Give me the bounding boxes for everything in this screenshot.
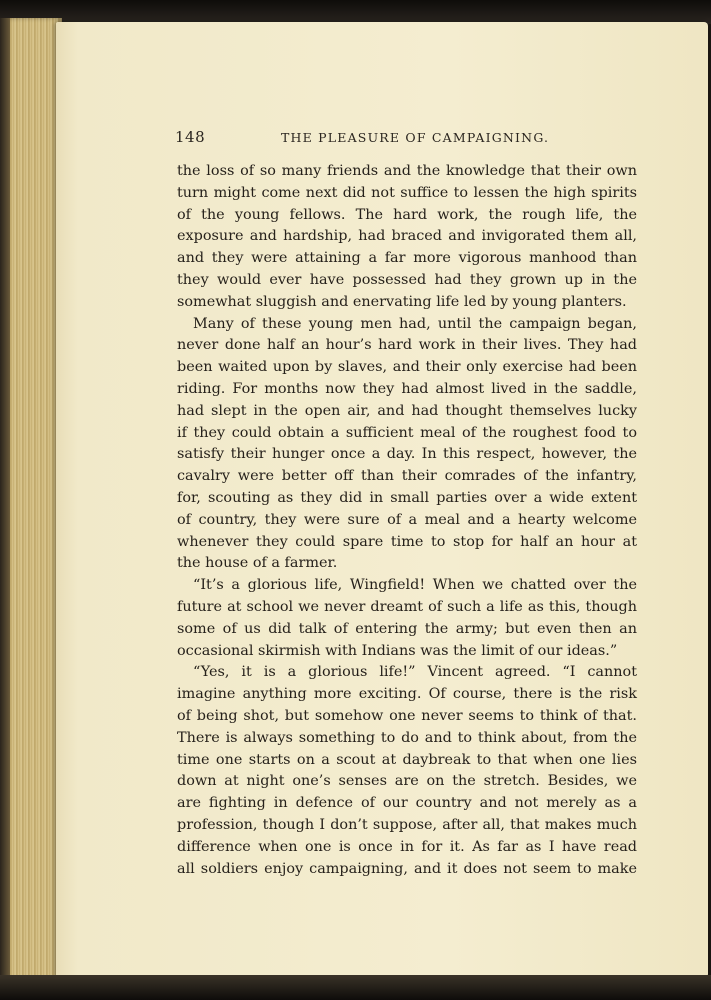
text-line: somewhat sluggish and enervating life led by young planters. — [177, 293, 627, 310]
text-line: if they could obtain a sufficient meal of the roughest food to — [177, 424, 637, 441]
text-line: for, scouting as they did in small parties over a wide extent — [177, 489, 637, 506]
text-line: Many of these young men had, until the campaign began, — [193, 315, 637, 332]
text-line: difference when one is once in for it. As far as I have read — [177, 838, 637, 855]
text-line: time one starts on a scout at daybreak to that when one lies — [177, 751, 637, 768]
text-line: never done half an hour’s hard work in their lives. They had — [177, 337, 637, 354]
text-line: occasional skirmish with Indians was the limit of our ideas.” — [177, 642, 618, 659]
running-head: THE PLEASURE OF CAMPAIGNING. — [281, 130, 550, 145]
text-line: There is always something to do and to think about, from the — [177, 729, 637, 746]
text-line: and they were attaining a far more vigorous manhood than — [177, 250, 637, 267]
text-line: “It’s a glorious life, Wingfield! When we chatted over the — [193, 577, 637, 594]
text-line: down at night one’s senses are on the stretch. Besides, we — [177, 773, 637, 790]
text-line: some of us did talk of entering the army; but even then an — [177, 620, 637, 637]
text-line: “Yes, it is a glorious life!” Vincent agreed. “I cannot — [193, 664, 637, 681]
text-line: profession, though I don’t suppose, after all, that makes much — [177, 816, 637, 833]
text-line: future at school we never dreamt of such a life as this, though — [177, 598, 637, 615]
bottom-shadow — [0, 975, 711, 1000]
text-line: cavalry were better off than their comrades of the infantry, — [177, 468, 637, 485]
text-line: they would ever have possessed had they grown up in the — [177, 271, 637, 288]
text-line: been waited upon by slaves, and their only exercise had been — [177, 359, 637, 376]
text-line: are fighting in defence of our country and not merely as a — [177, 795, 637, 812]
text-line: the house of a farmer. — [177, 555, 338, 572]
text-line: of being shot, but somehow one never seems to think of that. — [177, 707, 637, 724]
text-line: satisfy their hunger once a day. In this respect, however, the — [177, 446, 637, 463]
text-line: of the young fellows. The hard work, the rough life, the — [177, 206, 637, 223]
text-line: exposure and hardship, had braced and invigorated them all, — [177, 228, 637, 245]
page-number: 148 — [175, 128, 206, 146]
text-line: imagine anything more exciting. Of course, there is the risk — [177, 686, 637, 703]
spine-binding — [0, 18, 10, 1000]
text-line: turn might come next did not suffice to lessen the high spirits — [177, 184, 637, 201]
top-shadow — [0, 0, 711, 24]
text-line: whenever they could spare time to stop for half an hour at — [177, 533, 637, 550]
body-text — [177, 161, 637, 880]
text-line: of country, they were sure of a meal and a hearty welcome — [177, 511, 637, 528]
text-line: riding. For months now they had almost lived in the saddle, — [177, 380, 637, 397]
page-header — [175, 128, 637, 150]
text-line: had slept in the open air, and had thought themselves lucky — [177, 402, 637, 419]
text-line: the loss of so many friends and the knowledge that their own — [177, 163, 637, 179]
text-line: all soldiers enjoy campaigning, and it does not seem to make — [177, 860, 637, 877]
